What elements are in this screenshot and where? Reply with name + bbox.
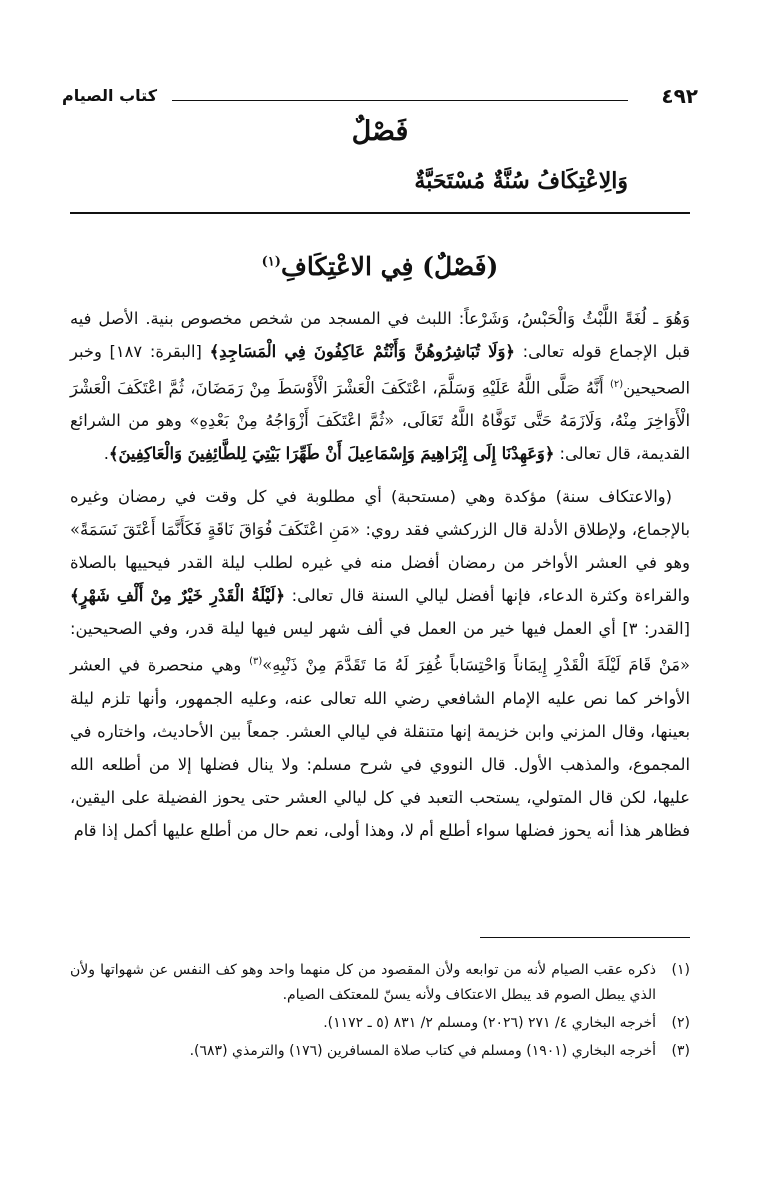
matn-text: وَالِاعْتِكَافُ سُنَّةٌ مُسْتَحَبَّةٌ bbox=[414, 168, 628, 194]
footnote-text: ذكره عقب الصيام لأنه من توابعه ولأن المقصود من كل منهما واحد وهو كف النفس عن شهواتها ولأن الذي يبطل الصوم قد يبطل الاعتكاف ولأنه يسنّ للمعتكف الصيام. bbox=[70, 962, 656, 1003]
footnote-number: (٣) bbox=[671, 1043, 690, 1059]
footnote-2 bbox=[70, 1011, 690, 1036]
footnote-1 bbox=[70, 958, 690, 1008]
text-run: وهو من الشرائع القديمة، قال تعالى: bbox=[70, 411, 690, 464]
footnote-number: (٢) bbox=[671, 1015, 690, 1031]
commentary-body bbox=[70, 302, 690, 847]
footnote-text: أخرجه البخاري (١٩٠١) ومسلم في كتاب صلاة المسافرين (١٧٦) والترمذي (٦٨٣). bbox=[189, 1043, 656, 1059]
sharh-heading-text: (فَصْلٌ) فِي الاعْتِكَافِ bbox=[280, 252, 499, 281]
paragraph-2 bbox=[70, 480, 690, 846]
text-run: وهي منحصرة في العشر الأواخر كما نص عليه الإمام الشافعي رضي الله تعالى عنه، وعليه الجمهور، وأنها تلزم ليلة بعينها، وقال المزني وابن خزيمة إنها متنقلة في ليالي العشر. جمعاً بين الأحاديث، واختاره في المجموع، والمذهب الأول. قال النووي في شرح مسلم: ولا ينال فضلها إلا من أطلعه الله عليها، لكن قال المتولي، يستحب التعبد في كل ليالي العشر حتى يحوز الفضيلة على اليقين، فظاهر هذا أنه يحوز فضلها سواء أطلع أم لا، وهذا أولى، نعم حال من أطلع عليها أكمل إذا قام bbox=[70, 655, 690, 840]
text-run: وهو في العشر الأواخر من رمضان أفضل منه في غيره لطلب ليلة القدر فيحييها بالصلاة والقراءة وكثرة الدعاء، فإنها أفضل ليالي السنة قال تعالى: bbox=[70, 553, 690, 606]
book-title: كتاب الصيام bbox=[62, 86, 158, 105]
text-run: [البقرة: ١٨٧] وخبر الصحيحين bbox=[70, 342, 690, 398]
text-run: (والاعتكاف سنة) مؤكدة وهي (مستحبة) أي مطلوبة في كل وقت في رمضان وغيره بالإجماع، ولإطلاق الأدلة قال الزركشي فقد روي: bbox=[70, 487, 690, 540]
page-number: ٤٩٢ bbox=[661, 84, 698, 108]
footnote-text: أخرجه البخاري ٤/ ٢٧١ (٢٠٢٦) ومسلم ٢/ ٨٣١ (٥ ـ ١١٧٢). bbox=[323, 1015, 656, 1031]
section-heading: فَصْلٌ bbox=[351, 116, 409, 147]
footnote-divider bbox=[480, 937, 690, 938]
header-rule bbox=[172, 100, 628, 101]
hadith-text: «مَنِ اعْتَكَفَ فُوَاقَ نَاقَةٍ فَكَأَنَّمَا أَعْتَقَ نَسَمَةً» bbox=[70, 520, 360, 540]
quran-verse: ﴿وَعَهِدْنَا إِلَى إِبْرَاهِيمَ وَإِسْمَاعِيلَ أَنْ طَهِّرَا بَيْتِيَ لِلطَّائِفِينَ وَالْعَاكِفِينَ﴾ bbox=[108, 444, 555, 464]
text-run: وَهُوَ ـ لُغَةً اللَّبْثُ وَالْحَبْسُ، وَشَرْعاً: اللبث في المسجد من شخص مخصوص بنية. الأصل فيه قبل الإجماع قوله تعالى: bbox=[70, 309, 691, 361]
paragraph-1 bbox=[70, 302, 690, 470]
footnote-number: (١) bbox=[671, 962, 690, 978]
sharh-heading bbox=[0, 252, 760, 281]
text-run: . bbox=[103, 444, 109, 464]
matn-divider bbox=[70, 212, 690, 214]
hadith-text: أَنَّهُ صَلَّى اللَّهُ عَلَيْهِ وَسَلَّمَ، اعْتَكَفَ الْعَشْرَ الْأَوْسَطَ مِنْ رَمَضَانَ، ثُمَّ اعْتَكَفَ الْعَشْرَ الْأَوَاخِرَ مِنْهُ، وَلَازَمَهُ حَتَّى تَوَفَّاهُ اللَّهُ تَعَالَى، «ثُمَّ اعْتَكَفَ أَزْوَاجُهُ مِنْ بَعْدِهِ» bbox=[70, 378, 690, 431]
running-header bbox=[60, 84, 700, 112]
footnote-ref-1: (١) bbox=[261, 254, 281, 270]
hadith-text: «مَنْ قَامَ لَيْلَةَ الْقَدْرِ إِيمَاناً وَاحْتِسَاباً غُفِرَ لَهُ مَا تَقَدَّمَ مِنْ ذَنْبِهِ» bbox=[262, 655, 690, 675]
footnotes bbox=[70, 958, 690, 1067]
quran-verse: ﴿وَلَا تُبَاشِرُوهُنَّ وَأَنْتُمْ عَاكِفُونَ فِي الْمَسَاجِدِ﴾ bbox=[209, 342, 515, 361]
text-run: [القدر: ٣] أي العمل فيها خير من العمل في ألف شهر ليس فيها ليلة قدر، وفي الصحيحين: bbox=[70, 619, 690, 639]
footnote-ref-2: (٢) bbox=[609, 379, 624, 390]
footnote-3 bbox=[70, 1039, 690, 1064]
footnote-ref-3: (٣) bbox=[249, 656, 263, 668]
quran-verse: ﴿لَيْلَةُ الْقَدْرِ خَيْرٌ مِنْ أَلْفِ شَهْرٍ﴾ bbox=[70, 586, 285, 606]
